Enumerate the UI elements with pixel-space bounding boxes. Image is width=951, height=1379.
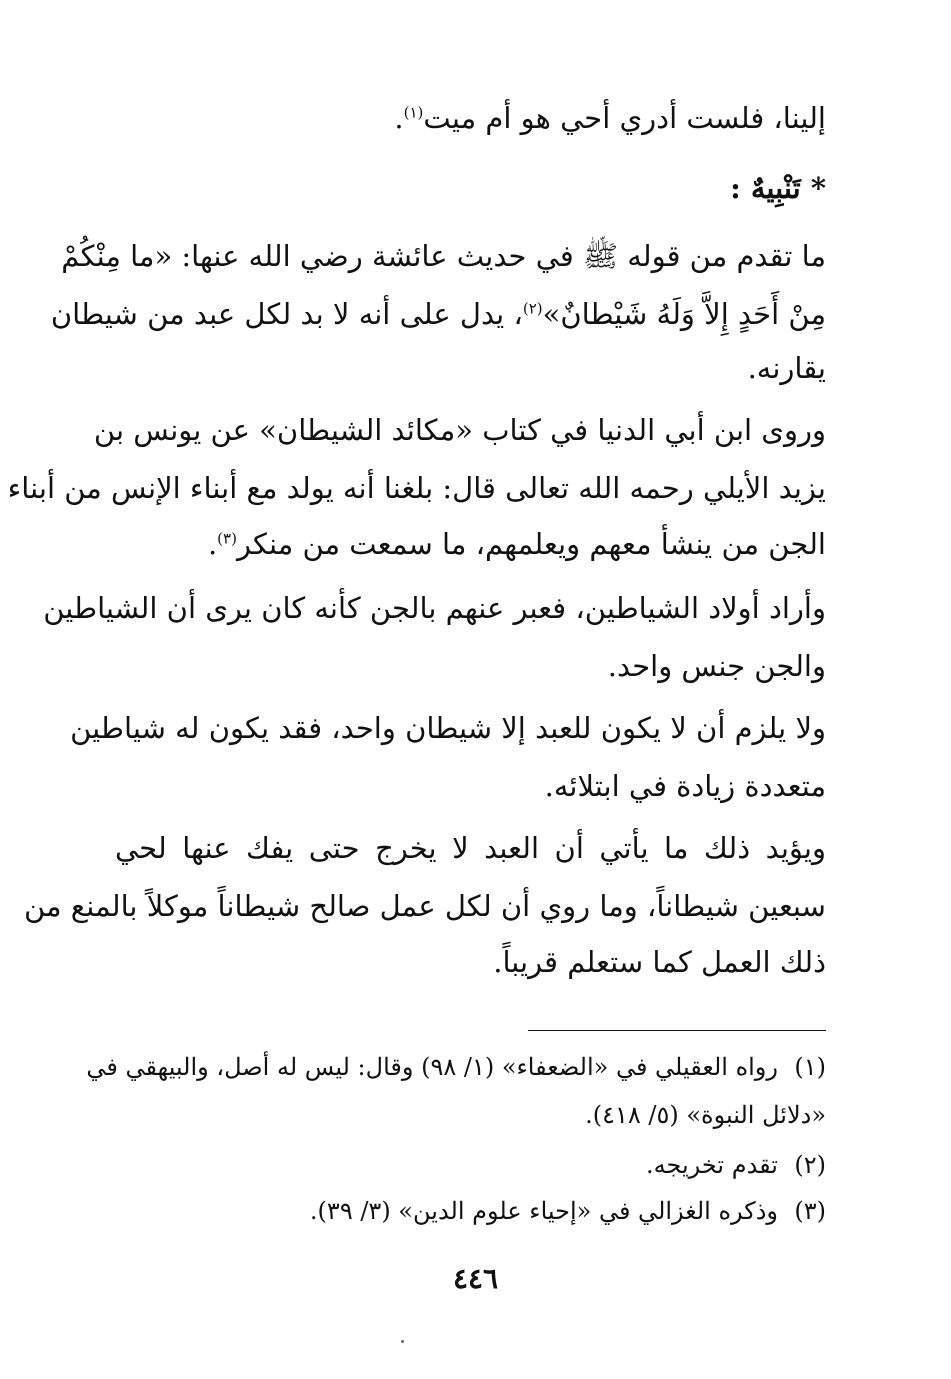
footnote-text: رواه العقيلي في «الضعفاء» (١/ ٩٨) وقال: ليس له أصل، والبيهقي في xyxy=(86,1053,778,1081)
footnote-text: وذكره الغزالي في «إحياء علوم الدين» (٣/ ٣٩). xyxy=(309,1197,778,1225)
text-line: وأراد أولاد الشياطين، فعبر عنهم بالجن كأنه كان يرى أن الشياطين xyxy=(43,591,826,625)
footnote-number: (٣) xyxy=(794,1197,826,1225)
text-line: مِنْ أَحَدٍ إِلاَّ وَلَهُ شَيْطانٌ»$^{(٢)}$، يدل على أنه لا بد لكل عبد من شيطان xyxy=(50,297,826,331)
print-speck xyxy=(401,1340,404,1343)
footnote-1 xyxy=(86,1050,826,1084)
page-number: ٤٤٦ xyxy=(452,1262,499,1295)
text-line: سبعين شيطاناً، وما روي أن لكل عمل صالح شيطاناً موكلاً بالمنع من xyxy=(23,889,826,923)
footnote-3 xyxy=(115,1194,826,1228)
text-line: ذلك العمل كما ستعلم قريباً. xyxy=(493,945,826,979)
footnote-separator xyxy=(528,1030,826,1031)
text-line: ولا يلزم أن لا يكون للعبد إلا شيطان واحد، فقد يكون له شياطين xyxy=(70,711,826,745)
text-line: يزيد الأيلي رحمه الله تعالى قال: بلغنا أنه يولد مع أبناء الإنس من أبناء xyxy=(7,471,826,505)
footnote-ref[interactable]: (١) xyxy=(403,103,424,122)
text-line: ويؤيد ذلك ما يأتي أن العبد لا يخرج حتى يفك عنها لحي xyxy=(115,831,826,865)
text-line: والجن جنس واحد. xyxy=(607,649,826,683)
footnote-ref[interactable]: (٢) xyxy=(522,299,543,318)
footnote-text: تقدم تخريجه. xyxy=(646,1151,778,1179)
footnote-number: (١) xyxy=(794,1053,826,1081)
footnote-ref[interactable]: (٣) xyxy=(217,529,237,548)
text-line: إلينا، فلست أدري أحي هو أم ميت$^{(١)}$. xyxy=(394,101,826,135)
text-line: وروى ابن أبي الدنيا في كتاب «مكائد الشيطان» عن يونس بن xyxy=(93,413,826,447)
section-heading: * تَنْبِيهٌ : xyxy=(730,171,826,205)
text-line: الجن من ينشأ معهم ويعلمهم، ما سمعت من منكر$^{(٣)}$. xyxy=(207,527,826,561)
footnote-number: (٢) xyxy=(794,1151,826,1179)
text-line: متعددة زيادة في ابتلائه. xyxy=(544,769,826,803)
footnote-2 xyxy=(115,1148,826,1182)
text-line: ما تقدم من قوله ﷺ في حديث عائشة رضي الله عنها: «ما مِنْكُمْ xyxy=(61,239,826,273)
footnote-1-continued: «دلائل النبوة» (٥/ ٤١٨). xyxy=(585,1101,826,1129)
text-line: يقارنه. xyxy=(747,351,826,385)
